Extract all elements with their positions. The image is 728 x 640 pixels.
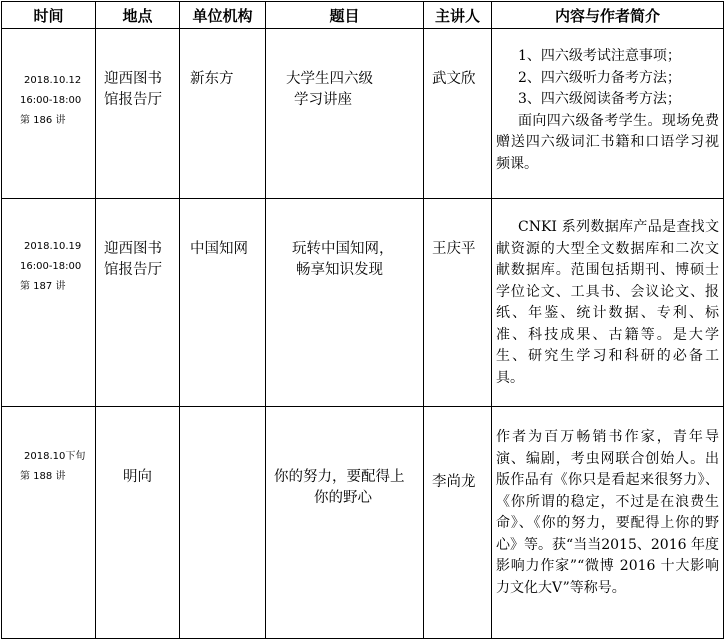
table-row (2, 199, 724, 407)
topic-line: 玩转中国知网， (292, 241, 394, 257)
description-cell (492, 407, 724, 639)
header-topic: 题目 (266, 2, 424, 29)
topic-line: 学习讲座 (294, 92, 352, 108)
org-cell (180, 407, 266, 639)
topic-line: 大学生四六级 (286, 71, 373, 87)
description-text: 面向四六级备考学生。现场免费赠送四六级词汇书籍和口语学习视频课。 (496, 112, 719, 172)
table-row (2, 407, 724, 639)
header-description: 内容与作者简介 (492, 2, 724, 29)
header-place: 地点 (96, 2, 180, 29)
topic-cell (266, 199, 424, 407)
description-item: 2、四六级听力备考方法； (518, 69, 681, 86)
description-cell (492, 29, 724, 199)
topic-line: 畅享知识发现 (296, 262, 383, 278)
description-item: 3、四六级阅读备考方法； (518, 91, 681, 107)
org-cell: 中国知网 (180, 199, 266, 407)
description-text: CNKI 系列数据库产品是查找文献资源的大型全文数据库和二次文献数据库。范围包括期刊、博硕士学位论文、工具书、会议论文、报纸、年鉴、统计数据、专利、标准、科技成果、古籍等。是大学生、研究生学习和科研的必备工具。 (496, 219, 719, 386)
header-time: 时间 (2, 2, 96, 29)
lecture-number: 第 187 讲 (20, 281, 66, 292)
lecture-schedule-table (1, 1, 724, 639)
org-cell: 新东方 (180, 29, 266, 199)
time-cell (2, 29, 96, 199)
time-range: 16:00-18:00 (20, 95, 82, 106)
time-cell (2, 199, 96, 407)
place-cell: 明向 (96, 407, 180, 639)
time-range: 16:00-18:00 (20, 261, 82, 272)
date: 2018.10下旬 (24, 451, 86, 462)
speaker-cell: 李尚龙 (424, 407, 492, 639)
time-cell (2, 407, 96, 639)
header-speaker: 主讲人 (424, 2, 492, 29)
lecture-number: 第 186 讲 (20, 115, 66, 126)
header-row (2, 2, 724, 29)
place-cell: 迎西图书馆报告厅 (96, 29, 180, 199)
description-text: 作者为百万畅销书作家，青年导演、编剧，考虫网联合创始人。出版作品有《你只是看起来很努力》、《你所谓的稳定，不过是在浪费生命》、《你的努力，要配得上你的野心》等。获“当当2015、2016 年度影响力作家”“微博 2016 十大影响力文化大V”等称号。 (496, 429, 719, 596)
speaker-cell: 武文欣 (424, 29, 492, 199)
topic-line: 你的野心 (314, 490, 372, 506)
topic-cell (266, 407, 424, 639)
lecture-number: 第 188 讲 (20, 471, 66, 482)
description-item: 1、四六级考试注意事项； (518, 48, 681, 64)
date: 2018.10.12 (24, 75, 82, 86)
topic-cell (266, 29, 424, 199)
table-row (2, 29, 724, 199)
date: 2018.10.19 (24, 241, 82, 252)
description-cell (492, 199, 724, 407)
header-org: 单位机构 (180, 2, 266, 29)
place-cell: 迎西图书馆报告厅 (96, 199, 180, 407)
speaker-cell: 王庆平 (424, 199, 492, 407)
topic-line: 你的努力，要配得上 (274, 469, 405, 485)
